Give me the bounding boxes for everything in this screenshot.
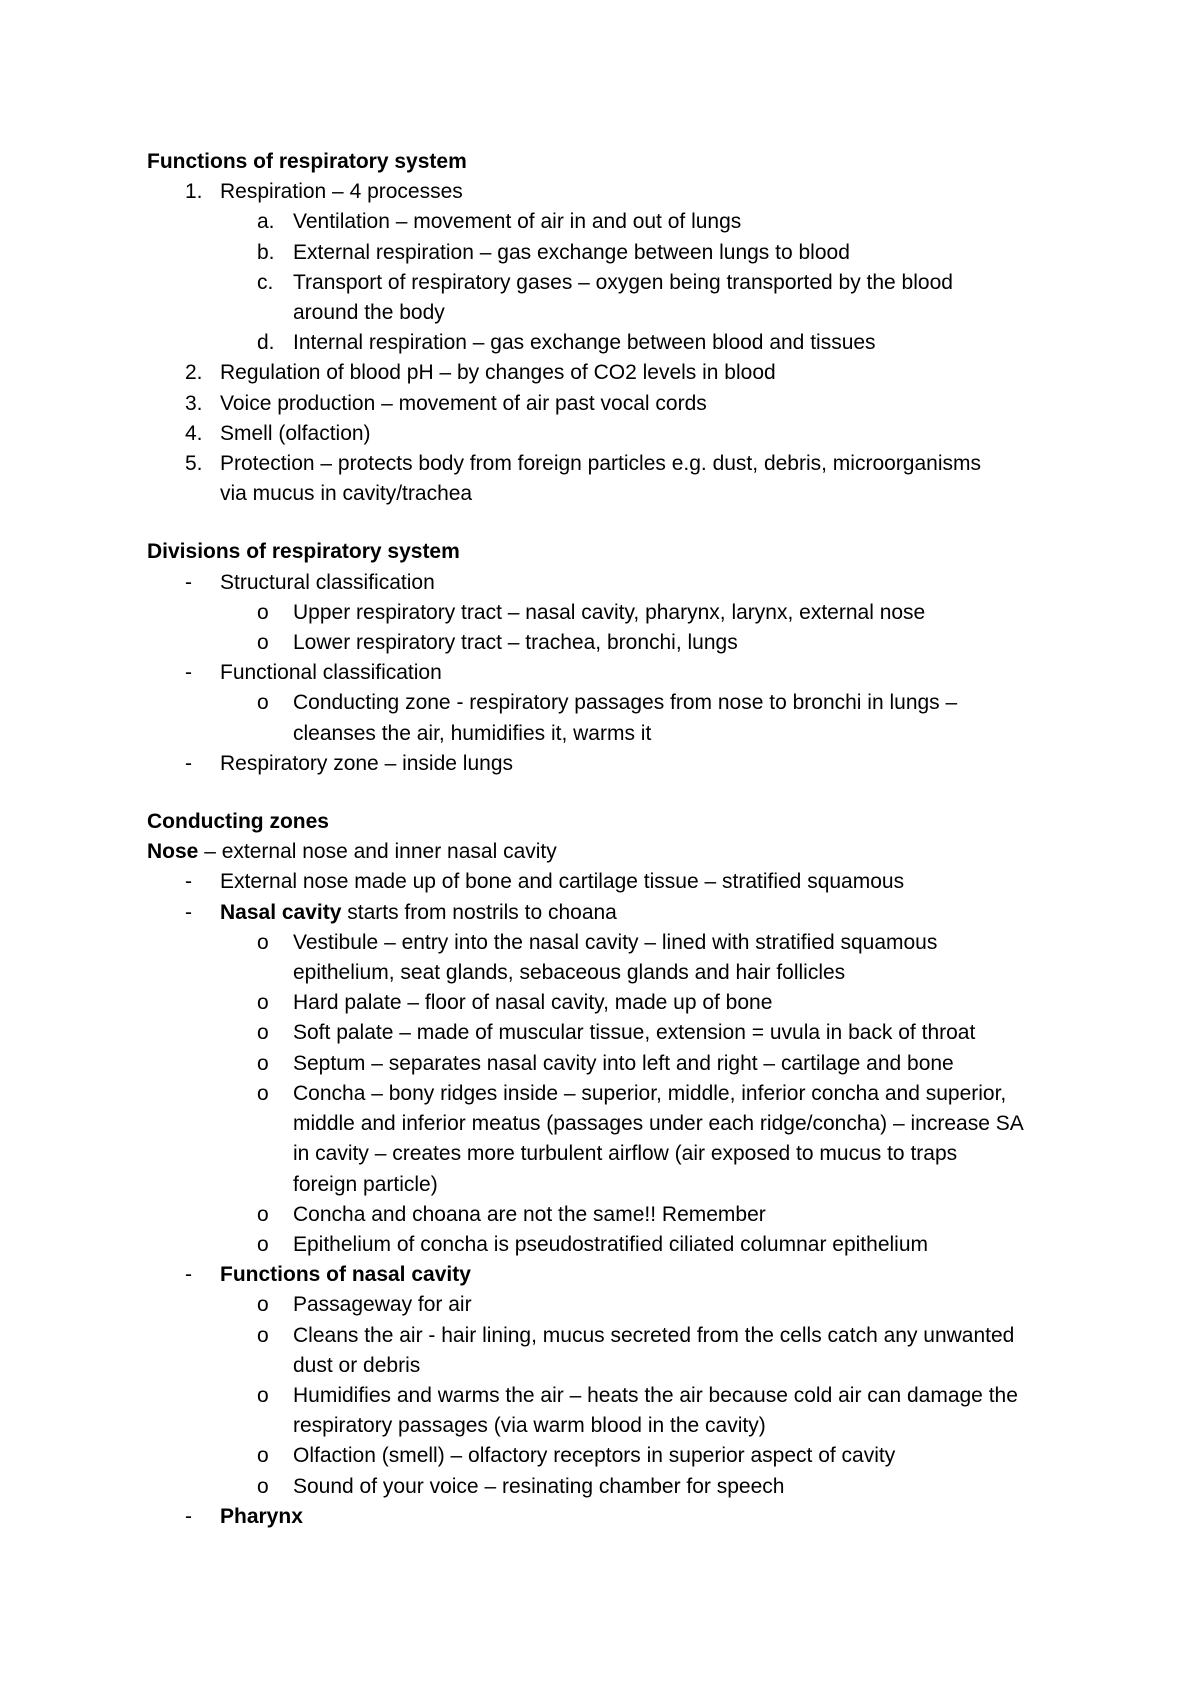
list-item: o Lower respiratory tract – trachea, bronchi, lungs [257, 631, 738, 655]
document-body [147, 147, 1067, 1532]
list-item: o Olfaction (smell) – olfactory receptors in superior aspect of cavity [257, 1444, 896, 1468]
list-item: o Epithelium of concha is pseudostratified ciliated columnar epithelium [257, 1232, 929, 1256]
list-item: - Structural classification [185, 570, 435, 594]
list-item: - Pharynx [185, 1504, 303, 1528]
list-item: 4. Smell (olfaction) [185, 421, 371, 445]
section-heading-divisions: Divisions of respiratory system [147, 540, 460, 564]
list-item: - Respiratory zone – inside lungs [185, 751, 513, 775]
list-item: o Concha and choana are not the same!! Remember [257, 1202, 766, 1226]
list-item: 5. Protection – protects body from foreign particles e.g. dust, debris, microorganisms [185, 452, 982, 476]
list-item: o Hard palate – floor of nasal cavity, made up of bone [257, 991, 773, 1015]
list-item: o Soft palate – made of muscular tissue, extension = uvula in back of throat [257, 1021, 976, 1045]
list-item: 2. Regulation of blood pH – by changes of CO2 levels in blood [185, 361, 776, 385]
list-item-continuation: cleanses the air, humidifies it, warms it [293, 721, 652, 745]
list-item-continuation: in cavity – creates more turbulent airflow (air exposed to mucus to traps [293, 1142, 958, 1166]
list-item: o Passageway for air [257, 1293, 472, 1317]
list-item-continuation: around the body [293, 301, 445, 325]
list-item-continuation: foreign particle) [293, 1172, 438, 1196]
list-item: o Sound of your voice – resinating chamber for speech [257, 1474, 785, 1498]
section-spacer [147, 509, 1067, 537]
nose-definition: Nose – external nose and inner nasal cavity [147, 840, 557, 864]
list-item: - External nose made up of bone and cartilage tissue – stratified squamous [185, 870, 905, 894]
list-item: c. Transport of respiratory gases – oxygen being transported by the blood [257, 270, 953, 294]
list-item: o Vestibule – entry into the nasal cavity – lined with stratified squamous [257, 930, 938, 954]
list-item: 1. Respiration – 4 processes [185, 180, 463, 204]
list-item: - Functional classification [185, 661, 442, 685]
list-item: - Functions of nasal cavity [185, 1263, 471, 1287]
section-heading-functions: Functions of respiratory system [147, 150, 467, 173]
list-item: o Concha – bony ridges inside – superior, middle, inferior concha and superior, [257, 1081, 1007, 1105]
list-item: o Conducting zone - respiratory passages from nose to bronchi in lungs – [257, 691, 958, 715]
list-item: o Humidifies and warms the air – heats the air because cold air can damage the [257, 1383, 1018, 1407]
list-item: - Nasal cavity starts from nostrils to choana [185, 900, 617, 924]
list-item-continuation: epithelium, seat glands, sebaceous glands and hair follicles [293, 961, 846, 985]
list-item: o Upper respiratory tract – nasal cavity, pharynx, larynx, external nose [257, 600, 926, 624]
section-heading-conducting: Conducting zones [147, 810, 329, 834]
list-item-continuation: dust or debris [293, 1353, 421, 1377]
list-item: 3. Voice production – movement of air past vocal cords [185, 391, 707, 415]
list-item-continuation: via mucus in cavity/trachea [220, 482, 473, 506]
list-item-continuation: respiratory passages (via warm blood in the cavity) [293, 1414, 766, 1438]
list-item: a. Ventilation – movement of air in and out of lungs [257, 210, 742, 234]
list-item: d. Internal respiration – gas exchange between blood and tissues [257, 331, 876, 355]
section-spacer [147, 779, 1067, 807]
list-item: o Septum – separates nasal cavity into left and right – cartilage and bone [257, 1051, 954, 1075]
list-item-continuation: middle and inferior meatus (passages under each ridge/concha) – increase SA [293, 1112, 1024, 1136]
list-item: b. External respiration – gas exchange between lungs to blood [257, 240, 850, 264]
list-item: o Cleans the air - hair lining, mucus secreted from the cells catch any unwanted [257, 1323, 1015, 1347]
